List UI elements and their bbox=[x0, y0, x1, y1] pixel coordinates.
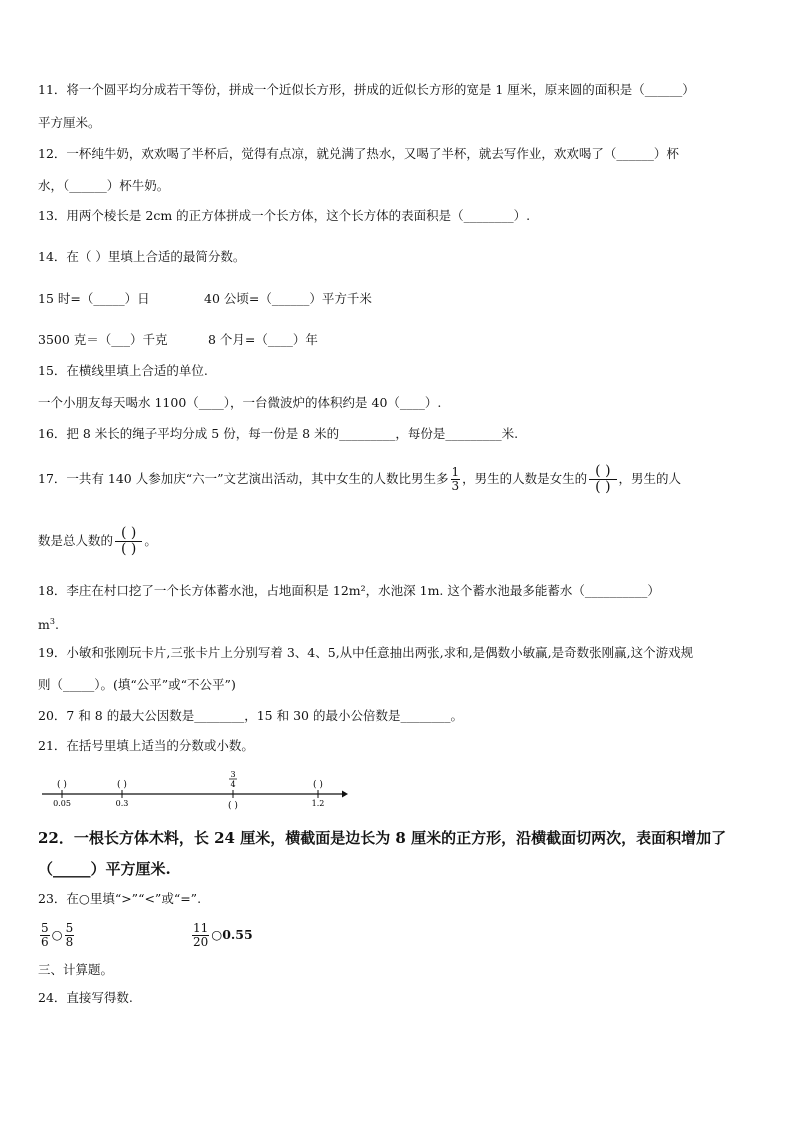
q14-item-c: 3500 克＝（___）千克 bbox=[38, 332, 168, 347]
blank-above-0.05: ( ) bbox=[57, 780, 67, 790]
q23-item-a bbox=[38, 920, 76, 950]
number-line bbox=[38, 768, 358, 814]
q12-line2: 水，（______）杯牛奶。 bbox=[38, 178, 170, 193]
q14-title: 14．在（ ）里填上合适的最简分数。 bbox=[38, 249, 246, 264]
q13-text: 13．用两个棱长是 2cm 的正方体拼成一个长方体，这个长方体的表面积是（________）. bbox=[38, 208, 531, 223]
blank-below-3-4: ( ) bbox=[228, 801, 238, 811]
q23-a-frac2 bbox=[65, 922, 75, 949]
q20-text: 20．7 和 8 的最大公因数是________，15 和 30 的最小公倍数是________。 bbox=[38, 708, 463, 723]
q14-item-a: 15 时=（_____）日 bbox=[38, 291, 150, 306]
q17-answer-fraction-2 bbox=[115, 526, 142, 558]
q17-line2-end: 。 bbox=[144, 533, 157, 548]
q15-body: 一个小朋友每天喝水 1100（____），一台微波炉的体积约是 40（____）. bbox=[38, 395, 442, 410]
q23-b-frac-den: 20 bbox=[193, 935, 209, 949]
q23-b-frac-num: 11 bbox=[193, 920, 209, 935]
q19-line2: 则（_____）。(填“公平”或“不公平”) bbox=[38, 677, 236, 692]
q18-line2 bbox=[38, 614, 59, 633]
q17-part2: ，男生的人数是女生的 bbox=[462, 471, 588, 486]
compare-circle-a[interactable]: ○ bbox=[51, 927, 63, 942]
q11-line2: 平方厘米。 bbox=[38, 115, 101, 130]
blank-above-1.2: ( ) bbox=[313, 780, 323, 790]
number-line-arrow bbox=[342, 791, 348, 798]
frac-3-4-den: 4 bbox=[230, 780, 236, 789]
q14-item-d: 8 个月=（____）年 bbox=[208, 332, 318, 347]
q14-item-b: 40 公顷=（______）平方千米 bbox=[204, 291, 372, 306]
frac-3-4-num: 3 bbox=[230, 770, 236, 779]
section-3-heading: 三、计算题。 bbox=[38, 962, 114, 977]
q24-text: 24．直接写得数. bbox=[38, 990, 133, 1005]
q23-a-frac2-den: 8 bbox=[65, 935, 74, 949]
q23-b-frac bbox=[192, 922, 209, 949]
q22-line1: 22．一根长方体木料，长 24 厘米，横截面是边长为 8 厘米的正方形，沿横截面切两次，表面积增加了 bbox=[38, 829, 727, 847]
q21-title: 21．在括号里填上适当的分数或小数。 bbox=[38, 738, 254, 753]
q17-fraction bbox=[451, 466, 461, 493]
q17-line2 bbox=[38, 521, 157, 561]
q12-line1: 12．一杯纯牛奶，欢欢喝了半杯后，觉得有点凉，就兑满了热水，又喝了半杯，就去写作业，欢欢喝了（______）杯 bbox=[38, 146, 679, 161]
q17-line2-text: 数是总人数的 bbox=[38, 533, 114, 548]
q15-title: 15．在横线里填上合适的单位. bbox=[38, 363, 208, 378]
q18-unit-exp: 3 bbox=[49, 617, 55, 626]
q17-line1 bbox=[38, 462, 681, 496]
q18-end: . bbox=[54, 617, 59, 633]
q17-answer-num-1: ( ) bbox=[589, 464, 616, 480]
q19-line1: 19．小敏和张刚玩卡片,三张卡片上分别写着 3、4、5,从中任意抽出两张,求和,是偶数小敏赢,是奇数张刚赢,这个游戏规 bbox=[38, 645, 694, 660]
compare-circle-b[interactable]: ○ bbox=[211, 927, 223, 942]
q17-frac-den: 3 bbox=[451, 479, 460, 493]
q17-frac-num: 1 bbox=[451, 464, 460, 479]
q18-unit: m bbox=[38, 617, 50, 633]
q22-line2: （_____）平方厘米. bbox=[38, 860, 171, 878]
q23-title: 23．在○里填“>”“<”或“=”. bbox=[38, 891, 202, 906]
q16-text: 16．把 8 米长的绳子平均分成 5 份，每一份是 8 米的_________，每份是_________米. bbox=[38, 426, 519, 441]
q17-answer-den-1: ( ) bbox=[595, 479, 611, 495]
q18-line1: 18．李庄在村口挖了一个长方体蓄水池，占地面积是 12m²，水池深 1m. 这个蓄水池最多能蓄水（__________） bbox=[38, 583, 660, 598]
q23-a-frac1-den: 6 bbox=[41, 935, 49, 949]
q17-part1: 17．一共有 140 人参加庆“六一”文艺演出活动，其中女生的人数比男生多 bbox=[38, 471, 449, 486]
q23-a-frac2-num: 5 bbox=[65, 920, 74, 935]
q23-a-frac1 bbox=[40, 922, 50, 949]
label-1.2: 1.2 bbox=[311, 799, 325, 808]
q23-item-b bbox=[190, 920, 253, 950]
q11-line1: 11．将一个圆平均分成若干等份，拼成一个近似长方形，拼成的近似长方形的宽是 1 厘米，原来圆的面积是（______） bbox=[38, 82, 695, 97]
label-0.05: 0.05 bbox=[53, 799, 71, 808]
blank-above-0.3: ( ) bbox=[117, 780, 127, 790]
q23-a-frac1-num: 5 bbox=[41, 920, 49, 935]
q17-part3: ，男生的人 bbox=[618, 471, 682, 486]
q17-answer-den-2: ( ) bbox=[121, 541, 137, 557]
q17-answer-fraction-1 bbox=[589, 464, 616, 496]
label-0.3: 0.3 bbox=[115, 799, 129, 808]
q23-b-value: 0.55 bbox=[222, 927, 253, 942]
q17-answer-num-2: ( ) bbox=[115, 526, 142, 542]
